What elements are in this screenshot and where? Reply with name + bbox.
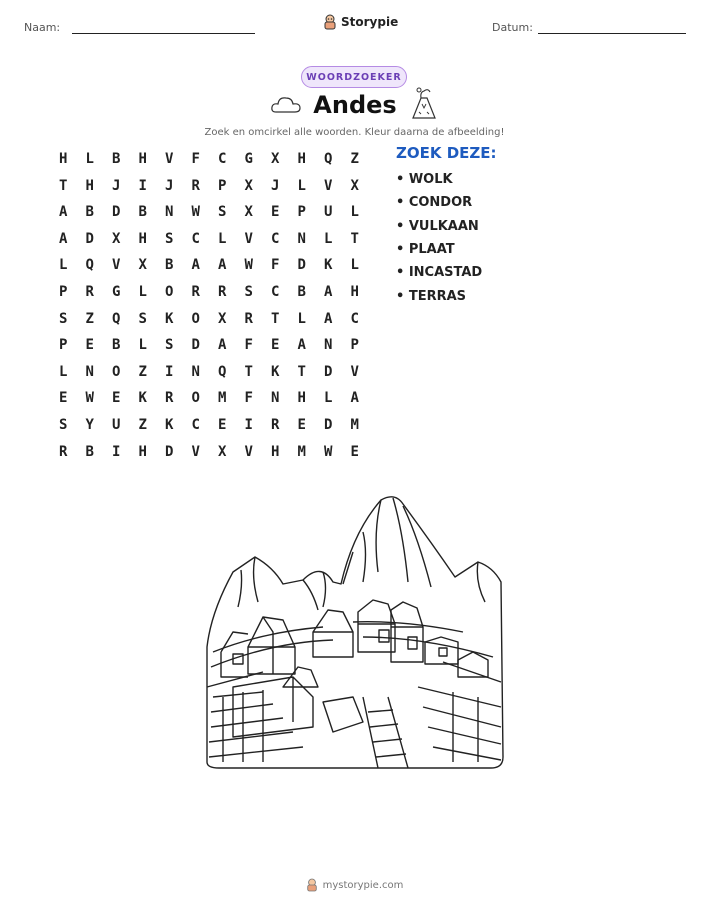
grid-letter[interactable]: H bbox=[59, 151, 68, 167]
grid-letter[interactable]: X bbox=[271, 151, 280, 167]
grid-letter[interactable]: A bbox=[191, 257, 200, 274]
grid-letter[interactable]: L bbox=[324, 390, 333, 407]
grid-letter[interactable]: Q bbox=[112, 310, 121, 327]
grid-letter[interactable]: H bbox=[138, 230, 147, 247]
grid-letter[interactable]: E bbox=[350, 443, 359, 460]
grid-letter[interactable]: Q bbox=[218, 363, 227, 380]
grid-letter[interactable]: L bbox=[324, 230, 333, 247]
grid-letter[interactable]: V bbox=[244, 443, 253, 460]
grid-letter[interactable]: M bbox=[297, 443, 306, 460]
grid-letter[interactable]: O bbox=[191, 390, 200, 407]
word-list-title: ZOEK DEZE: bbox=[396, 144, 497, 162]
grid-letter[interactable]: X bbox=[350, 177, 359, 194]
grid-letter[interactable]: Z bbox=[85, 310, 94, 327]
grid-letter[interactable]: E bbox=[271, 337, 280, 354]
grid-letter[interactable]: T bbox=[350, 230, 359, 247]
grid-letter[interactable]: W bbox=[324, 443, 333, 460]
grid-letter[interactable]: M bbox=[218, 390, 227, 407]
grid-letter[interactable]: K bbox=[138, 390, 147, 407]
grid-letter[interactable]: G bbox=[244, 151, 253, 167]
grid-letter[interactable]: C bbox=[271, 230, 280, 247]
grid-letter[interactable]: B bbox=[112, 151, 121, 167]
grid-letter[interactable]: U bbox=[112, 416, 121, 433]
grid-letter[interactable]: D bbox=[85, 230, 94, 247]
grid-letter[interactable]: X bbox=[244, 204, 253, 221]
grid-letter[interactable]: D bbox=[191, 337, 200, 354]
grid-letter[interactable]: D bbox=[297, 257, 306, 274]
grid-letter[interactable]: D bbox=[324, 363, 333, 380]
grid-letter[interactable]: L bbox=[350, 204, 359, 221]
grid-letter[interactable]: S bbox=[165, 230, 174, 247]
grid-letter[interactable]: E bbox=[59, 390, 68, 407]
grid-letter[interactable]: R bbox=[85, 283, 94, 300]
grid-letter[interactable]: N bbox=[85, 363, 94, 380]
grid-letter[interactable]: J bbox=[112, 177, 121, 194]
grid-letter[interactable]: R bbox=[191, 283, 200, 300]
grid-letter[interactable]: I bbox=[165, 363, 174, 380]
word-item: • CONDOR bbox=[396, 195, 473, 210]
grid-letter[interactable]: H bbox=[350, 283, 359, 300]
grid-letter[interactable]: S bbox=[59, 416, 68, 433]
grid-letter[interactable]: G bbox=[112, 283, 121, 300]
grid-letter[interactable]: A bbox=[350, 390, 359, 407]
grid-letter[interactable]: Q bbox=[324, 151, 333, 167]
grid-letter[interactable]: C bbox=[218, 151, 227, 167]
grid-letter[interactable]: R bbox=[271, 416, 280, 433]
grid-letter[interactable]: B bbox=[297, 283, 306, 300]
grid-letter[interactable]: F bbox=[244, 390, 253, 407]
grid-letter[interactable]: E bbox=[271, 204, 280, 221]
grid-letter[interactable]: T bbox=[59, 177, 68, 194]
grid-letter[interactable]: T bbox=[244, 363, 253, 380]
grid-letter[interactable]: A bbox=[324, 310, 333, 327]
grid-letter[interactable]: O bbox=[165, 283, 174, 300]
grid-letter[interactable]: L bbox=[59, 257, 68, 274]
date-line[interactable] bbox=[538, 33, 686, 34]
grid-letter[interactable]: A bbox=[218, 337, 227, 354]
grid-letter[interactable]: X bbox=[244, 177, 253, 194]
grid-letter[interactable]: X bbox=[112, 230, 121, 247]
letter-grid[interactable] bbox=[50, 146, 368, 465]
grid-letter[interactable]: B bbox=[165, 257, 174, 274]
grid-letter[interactable]: R bbox=[218, 283, 227, 300]
word-item: • VULKAAN bbox=[396, 219, 479, 234]
grid-letter[interactable]: D bbox=[324, 416, 333, 433]
storypie-mascot-icon bbox=[323, 14, 337, 30]
brand-logo bbox=[323, 14, 398, 30]
grid-letter[interactable]: N bbox=[271, 390, 280, 407]
grid-letter[interactable]: A bbox=[218, 257, 227, 274]
grid-letter[interactable]: P bbox=[218, 177, 227, 194]
grid-letter[interactable]: N bbox=[191, 363, 200, 380]
grid-letter[interactable]: L bbox=[297, 177, 306, 194]
grid-letter[interactable]: Q bbox=[85, 257, 94, 274]
grid-letter[interactable]: I bbox=[112, 443, 121, 460]
grid-letter[interactable]: N bbox=[324, 337, 333, 354]
grid-letter[interactable]: R bbox=[59, 443, 68, 460]
grid-letter[interactable]: H bbox=[297, 151, 306, 167]
grid-letter[interactable]: H bbox=[138, 443, 147, 460]
grid-letter[interactable]: E bbox=[85, 337, 94, 354]
storypie-mascot-icon bbox=[306, 878, 318, 892]
coloring-illustration[interactable] bbox=[203, 492, 507, 772]
grid-letter[interactable]: E bbox=[112, 390, 121, 407]
grid-letter[interactable]: V bbox=[165, 151, 174, 167]
grid-letter[interactable]: F bbox=[191, 151, 200, 167]
brand-name: Storypie bbox=[341, 15, 399, 29]
grid-letter[interactable]: N bbox=[297, 230, 306, 247]
grid-letter[interactable]: Z bbox=[138, 363, 147, 380]
footer-site[interactable]: mystorypie.com bbox=[322, 879, 404, 891]
grid-letter[interactable]: K bbox=[324, 257, 333, 274]
grid-letter[interactable]: B bbox=[85, 204, 94, 221]
grid-letter[interactable]: S bbox=[165, 337, 174, 354]
date-label: Datum: bbox=[492, 21, 533, 34]
grid-letter[interactable]: S bbox=[59, 310, 68, 327]
grid-letter[interactable]: P bbox=[59, 283, 68, 300]
grid-letter[interactable]: P bbox=[350, 337, 359, 354]
grid-letter[interactable]: A bbox=[59, 230, 68, 247]
grid-letter[interactable]: L bbox=[85, 151, 94, 167]
footer bbox=[0, 878, 709, 892]
grid-letter[interactable]: L bbox=[59, 363, 68, 380]
word-item: • WOLK bbox=[396, 172, 453, 187]
grid-letter[interactable]: R bbox=[191, 177, 200, 194]
grid-letter[interactable]: A bbox=[59, 204, 68, 221]
grid-letter[interactable]: E bbox=[297, 416, 306, 433]
grid-letter[interactable]: D bbox=[165, 443, 174, 460]
grid-letter[interactable]: K bbox=[271, 363, 280, 380]
grid-letter[interactable]: S bbox=[138, 310, 147, 327]
grid-letter[interactable]: C bbox=[191, 416, 200, 433]
grid-letter[interactable]: L bbox=[138, 337, 147, 354]
volcano-icon bbox=[410, 86, 438, 120]
grid-letter[interactable]: R bbox=[165, 390, 174, 407]
grid-letter[interactable]: Y bbox=[85, 416, 94, 433]
cloud-icon bbox=[270, 94, 302, 116]
word-item: • PLAAT bbox=[396, 242, 455, 257]
grid-letter[interactable]: P bbox=[59, 337, 68, 354]
grid-letter[interactable]: D bbox=[112, 204, 121, 221]
grid-letter[interactable]: C bbox=[271, 283, 280, 300]
grid-letter[interactable]: P bbox=[297, 204, 306, 221]
grid-letter[interactable]: S bbox=[244, 283, 253, 300]
word-item: • INCASTAD bbox=[396, 265, 483, 280]
grid-letter[interactable]: C bbox=[191, 230, 200, 247]
grid-letter[interactable]: B bbox=[85, 443, 94, 460]
grid-letter[interactable]: E bbox=[218, 416, 227, 433]
grid-letter[interactable]: L bbox=[218, 230, 227, 247]
grid-letter[interactable]: J bbox=[165, 177, 174, 194]
grid-letter[interactable]: I bbox=[244, 416, 253, 433]
grid-letter[interactable]: T bbox=[297, 363, 306, 380]
grid-letter[interactable]: X bbox=[218, 443, 227, 460]
grid-letter[interactable]: X bbox=[218, 310, 227, 327]
grid-letter[interactable]: O bbox=[112, 363, 121, 380]
grid-letter[interactable]: V bbox=[191, 443, 200, 460]
grid-letter[interactable]: J bbox=[271, 177, 280, 194]
name-line[interactable] bbox=[72, 33, 255, 34]
grid-letter[interactable]: L bbox=[350, 257, 359, 274]
puzzle-type-badge: WOORDZOEKER bbox=[301, 66, 407, 88]
grid-letter[interactable]: H bbox=[271, 443, 280, 460]
grid-letter[interactable]: F bbox=[244, 337, 253, 354]
grid-letter[interactable]: K bbox=[165, 310, 174, 327]
grid-letter[interactable]: W bbox=[85, 390, 94, 407]
grid-letter[interactable]: W bbox=[191, 204, 200, 221]
grid-letter[interactable]: N bbox=[165, 204, 174, 221]
grid-letter[interactable]: T bbox=[271, 310, 280, 327]
grid-letter[interactable]: V bbox=[112, 257, 121, 274]
grid-letter[interactable]: Z bbox=[350, 151, 359, 167]
grid-letter[interactable]: L bbox=[297, 310, 306, 327]
page-title: Andes bbox=[313, 91, 397, 119]
grid-letter[interactable]: L bbox=[138, 283, 147, 300]
grid-letter[interactable]: C bbox=[350, 310, 359, 327]
grid-letter[interactable]: R bbox=[244, 310, 253, 327]
word-item: • TERRAS bbox=[396, 289, 467, 304]
grid-letter[interactable]: V bbox=[244, 230, 253, 247]
grid-letter[interactable]: H bbox=[85, 177, 94, 194]
grid-letter[interactable]: F bbox=[271, 257, 280, 274]
grid-letter[interactable]: I bbox=[138, 177, 147, 194]
grid-letter[interactable]: B bbox=[112, 337, 121, 354]
grid-letter[interactable]: V bbox=[350, 363, 359, 380]
grid-letter[interactable]: H bbox=[297, 390, 306, 407]
grid-letter[interactable]: S bbox=[218, 204, 227, 221]
grid-letter[interactable]: X bbox=[138, 257, 147, 274]
grid-letter[interactable]: U bbox=[324, 204, 333, 221]
grid-letter[interactable]: W bbox=[244, 257, 253, 274]
grid-letter[interactable]: A bbox=[297, 337, 306, 354]
grid-letter[interactable]: M bbox=[350, 416, 359, 433]
grid-letter[interactable]: O bbox=[191, 310, 200, 327]
grid-letter[interactable]: Z bbox=[138, 416, 147, 433]
grid-letter[interactable]: K bbox=[165, 416, 174, 433]
grid-letter[interactable]: B bbox=[138, 204, 147, 221]
instructions: Zoek en omcirkel alle woorden. Kleur daarna de afbeelding! bbox=[204, 127, 505, 138]
name-label: Naam: bbox=[24, 21, 61, 34]
grid-letter[interactable]: H bbox=[138, 151, 147, 167]
grid-letter[interactable]: V bbox=[324, 177, 333, 194]
grid-letter[interactable]: A bbox=[324, 283, 333, 300]
